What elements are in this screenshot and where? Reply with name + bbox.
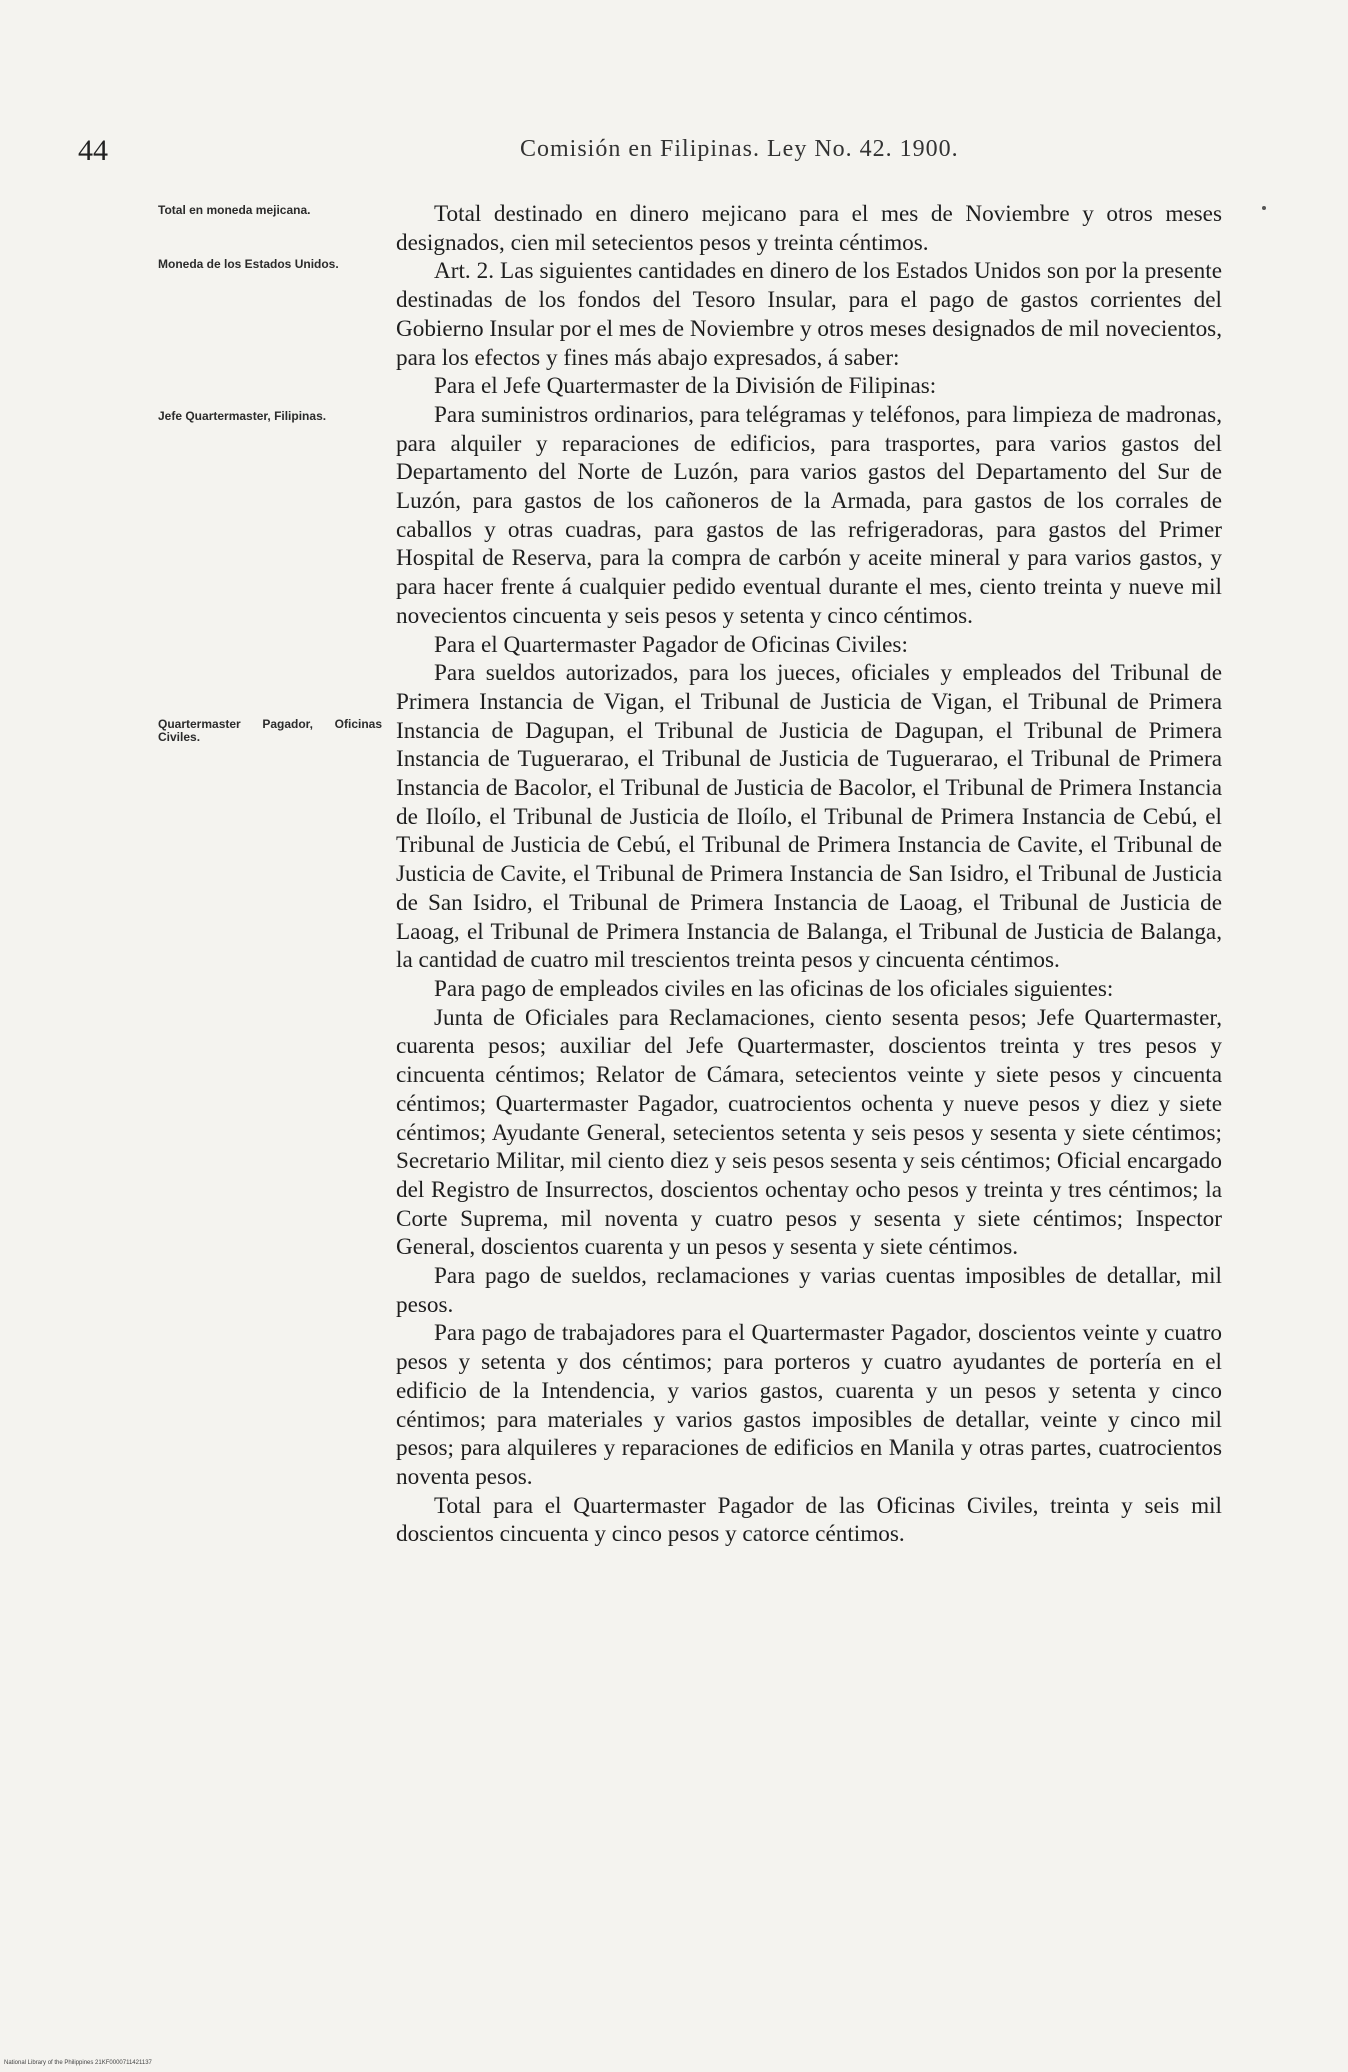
margin-note-jefe-quartermaster: Jefe Quartermaster, Filipinas.	[158, 409, 327, 423]
paragraph-total-mejicano: Total destinado en dinero mejicano para el mes de Noviembre y otros meses designados, cien mil setecientos pesos y treinta céntimos.	[396, 201, 1222, 256]
paragraph-junta-oficiales: Junta de Oficiales para Reclamaciones, ciento sesenta pesos; Jefe Quartermaster, cuarenta pesos; auxiliar del Jefe Quartermaster, doscientos treinta y tres pesos y cincuenta céntimos; Relator de Cámara, setecientos veinte y siete pesos y cincuenta céntimos; Quartermaster Pagador, cuatrocientos ochenta y nueve pesos y diez y siete céntimos; Ayudante General, setecientos setenta y seis pesos y sesenta y siete céntimos; Secretario Militar, mil ciento diez y seis pesos sesenta y seis céntimos; Oficial encargado del Registro de Insurrectos, doscientos ochentay ocho pesos y treinta y tres céntimos; la Corte Suprema, mil noventa y cuatro pesos y sesenta y siete céntimos; Inspector General, doscientos cuarenta y un pesos y sesenta y siete céntimos.	[396, 1004, 1222, 1261]
margin-note-moneda-eeuu: Moneda de los Estados Unidos.	[158, 257, 339, 271]
paragraph-trabajadores: Para pago de trabajadores para el Quartermaster Pagador, doscientos veinte y cuatro pesos y setenta y dos céntimos; para porteros y cuatro ayudantes de portería en el edificio de la Intendencia, y varios gastos, cuarenta y un pesos y setenta y cinco céntimos; para materiales y varios gastos imposibles de detallar, veinte y cinco mil pesos; para alquileres y reparaciones de edificios en Manila y otras partes, cuatrocientos noventa pesos.	[396, 1320, 1222, 1490]
margin-note-total-mejicana: Total en moneda mejicana.	[158, 203, 311, 217]
paragraph-heading-jefe-quartermaster: Para el Jefe Quartermaster de la División de Filipinas:	[434, 373, 937, 400]
page-number: 44	[78, 134, 108, 167]
paragraph-suministros: Para suministros ordinarios, para telégramas y teléfonos, para limpieza de madronas, para alquiler y reparaciones de edificios, para trasportes, para varios gastos del Departamento del Norte de Luzón, para varios gastos del Departamento del Sur de Luzón, para gastos de los cañoneros de la Armada, para gastos de los corrales de caballos y otras cuadras, para gastos de las refrigeradoras, para gastos del Primer Hospital de Reserva, para la compra de carbón y aceite mineral y para varios gastos, y para hacer frente á cualquier pedido eventual durante el mes, ciento treinta y nueve mil novecientos cincuenta y seis pesos y setenta y cinco céntimos.	[396, 401, 1222, 629]
paragraph-sueldos-tribunales: Para sueldos autorizados, para los jueces, oficiales y empleados del Tribunal de Primera Instancia de Vigan, el Tribunal de Justicia de Vigan, el Tribunal de Primera Instancia de Dagupan, el Tribunal de Justicia de Dagupan, el Tribunal de Primera Instancia de Tuguerarao, el Tribunal de Justicia de Tuguerarao, el Tribunal de Primera Instancia de Bacolor, el Tribunal de Justicia de Bacolor, el Tribunal de Primera Instancia de Iloílo, el Tribunal de Justicia de Iloílo, el Tribunal de Primera Instancia de Cebú, el Tribunal de Justicia de Cebú, el Tribunal de Primera Instancia de Cavite, el Tribunal de Justicia de Cavite, el Tribunal de Primera Instancia de San Isidro, el Tribunal de Justicia de San Isidro, el Tribunal de Primera Instancia de Laoag, el Tribunal de Justicia de Laoag, el Tribunal de Primera Instancia de Balanga, el Tribunal de Justicia de Balanga, la cantidad de cuatro mil trescientos treinta pesos y cincuenta céntimos.	[396, 660, 1222, 974]
paragraph-sueldos-reclamaciones: Para pago de sueldos, reclamaciones y varias cuentas imposibles de detallar, mil pesos.	[396, 1263, 1222, 1318]
paragraph-total-oficinas-civiles: Total para el Quartermaster Pagador de las Oficinas Civiles, treinta y seis mil doscientos cincuenta y cinco pesos y catorce céntimos.	[396, 1492, 1222, 1548]
scan-credit: National Library of the Philippines 21KF0000711421137	[4, 2060, 152, 2066]
stray-mark	[1262, 206, 1266, 210]
running-title: Comisión en Filipinas. Ley No. 42. 1900.	[520, 136, 959, 162]
paragraph-heading-quartermaster-pagador: Para el Quartermaster Pagador de Oficinas Civiles:	[434, 631, 908, 658]
body-text	[396, 200, 1222, 1549]
paragraph-empleados-civiles: Para pago de empleados civiles en las oficinas de los oficiales siguientes:	[434, 975, 1114, 1002]
margin-note-quartermaster-pagador: Quartermaster Pagador, Oficinas Civiles.	[158, 717, 382, 744]
paragraph-articulo-2: Art. 2. Las siguientes cantidades en dinero de los Estados Unidos son por la presente destinadas de los fondos del Tesoro Insular, para el pago de gastos corrientes del Gobierno Insular por el mes de Noviembre y otros meses designados de mil novecientos, para los efectos y fines más abajo expresados, á saber:	[396, 258, 1222, 371]
